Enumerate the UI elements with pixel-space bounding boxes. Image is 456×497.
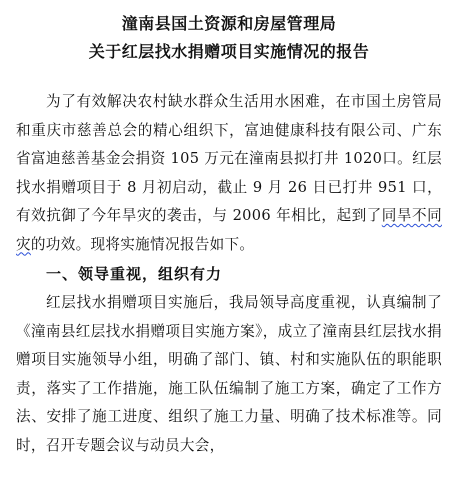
intro-paragraph-text-a: 为了有效解决农村缺水群众生活用水困难，在市国土房管局和重庆市慈善总会的精心组织下，富迪健康科技有限公司、广东省富迪慈善基金会捐资 105 万元在潼南县拟打井 1020口。红层找水捐赠项目于 8 月初启动，截止 9 月 26 日已打井 951 口，有效抗御了今年旱灾的袭击，与 2006 年相比，起到了: [16, 93, 442, 224]
document-title-report: 关于红层找水捐赠项目实施情况的报告: [88, 42, 370, 61]
spellcheck-flagged-phrase: 同旱不同灾: [16, 207, 442, 253]
intro-paragraph: [16, 88, 442, 259]
intro-paragraph-text-b: 的功效。现将实施情况报告如下。: [30, 235, 255, 253]
section1-paragraph: 红层找水捐赠项目实施后，我局领导高度重视，认真编制了《潼南县红层找水捐赠项目实施方案》，成立了潼南县红层找水捐赠项目实施领导小组，明确了部门、镇、村和实施队伍的职能职责，落实了工作措施，施工队伍编制了施工方案，确定了工作方法、安排了施工进度、组织了施工力量、明确了技术标准等。同时，召开专题会议与动员大会，: [16, 294, 442, 454]
document-title-org: 潼南县国土资源和房屋管理局: [121, 14, 337, 33]
section-heading-1: 一、领导重视，组织有力: [46, 265, 223, 283]
